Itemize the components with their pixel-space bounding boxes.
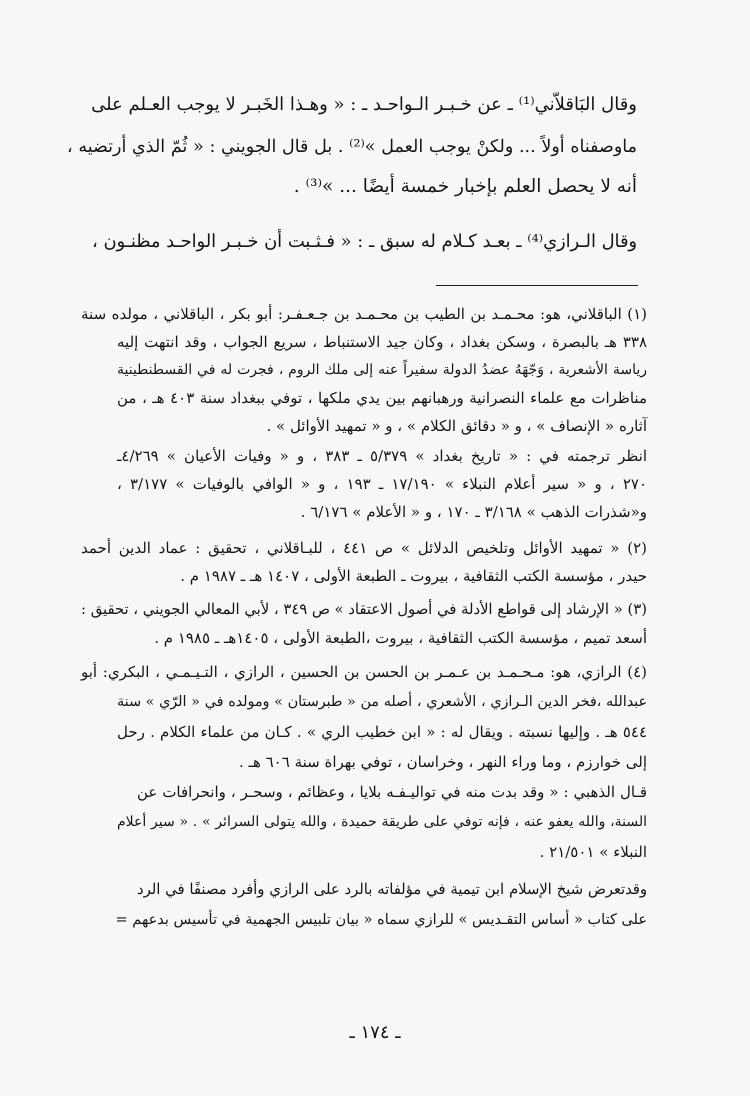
- footnote-line: السنة، والله يعفو عنه ، فإنه توفي على طريقة حميدة ، والله يتولى السرائر » . « سير أعلام: [117, 814, 647, 830]
- footnote-line: رياسة الأشعرية ، وَجّهَهُ عضدُ الدولة سفيراً عنه إلى ملك الروم ، فجرت له في القسطنطينية: [117, 362, 647, 378]
- footnote-line: انظر ترجمته في : « تاريخ بغداد » ٥/٣٧٩ ـ ٣٨٣ ، و « وفيات الأعيان » ٤/٢٦٩ـ: [117, 447, 648, 465]
- footnote-line: ٢٧٠ ، و « سير أعلام النبلاء » ١٧/١٩٠ ـ ١٩٣ ، و « الوافي بالوفيات » ٣/١٧٧ ،: [117, 475, 648, 493]
- footnote-line: (٣) « الإرشاد إلى قواطع الأدلة في أصول الاعتقاد » ص ٣٤٩ ، لأبي المعالي الجويني ، تحقيق :: [81, 601, 647, 618]
- footnote-line: النبلاء » ٢١/٥٠١ .: [539, 843, 647, 861]
- footnote-line: ٣٣٨ هـ بالبصرة ، وسكن بغداد ، وكان جيد الاستنباط ، سريع الجواب ، وقد انتهت إليه: [117, 333, 647, 351]
- footnote-line: (١) الباقلاني، هو: محـمـد بن الطيب بن محـمـد بن جـعـفـر: أبو بكر ، الباقلاني ، مولده سنة: [81, 305, 647, 323]
- footnote-line: و«شذرات الذهب » ٣/١٦٨ ـ ١٧٠ ، و « الأعلام » ٦/١٧٦ .: [300, 503, 647, 521]
- main-line: أنه لا يحصل العلم بإخبار خمسة أيضًا ... »⁽³⁾ .: [293, 176, 637, 197]
- footnote-line: على كتاب « أساس التقـديس » للرازي سماه « بيان تلبيس الجهمية في تأسيس بدعهم =: [115, 912, 647, 928]
- main-line: ماوصفناه أولاً ... ولكنْ يوجب العمل »⁽²⁾ . بل قال الجويني : « ثُمّ الذي أرتضيه ،: [67, 137, 637, 157]
- page-number: ـ ١٧٤ ـ: [349, 1022, 401, 1043]
- footnote-separator: [436, 285, 638, 286]
- footnote-line: (٤) الرازي، هو: مـحـمـد بن عـمـر بن الحسن بن الحسين ، الرازي ، التـيـمـي ، البكري: أبو: [81, 663, 647, 681]
- footnote-line: قـال الذهبي : « وقد بدت منه في تواليـفـه بلايا ، وعظائم ، وسحـر ، وانحرافات عن: [137, 783, 647, 801]
- footnote-line: ٥٤٤ هـ . وإليها نسبته . ويقال له : « ابن خطيب الري » . كـان من علماء الكلام . رحل: [117, 723, 647, 741]
- footnote-line: آثاره « الإنصاف » ، و « دقائق الكلام » ، و « تمهيد الأوائل » .: [266, 417, 647, 435]
- footnote-line: (٢) « تمهيد الأوائل وتلخيص الدلائل » ص ٤٤١ ، للبـاقلاني ، تحقيق : عماد الدين أحمد: [81, 539, 647, 557]
- footnote-line: عبدالله ،فخر الدين الـرازي ، الأشعري ، أصله من « طبرستان » ومولده في « الرّي » سنة: [117, 694, 647, 710]
- footnote-line: مناظرات مع علماء النصرانية ورهبانهم بين يدي ملكها ، توفي ببغداد سنة ٤٠٣ هـ ، من: [117, 389, 647, 407]
- footnote-line: أسعد تميم ، مؤسسة الكتب الثقافية ، بيروت ،الطبعة الأولى ، ١٤٠٥هـ ـ ١٩٨٥ م .: [154, 629, 647, 647]
- footnote-line: وقدتعرض شيخ الإسلام ابن تيمية في مؤلفاته بالرد على الرازي وأفرد مصنفًا في الرد: [137, 881, 647, 898]
- footnote-line: حيدر ، مؤسسة الكتب الثقافية ، بيروت ـ الطبعة الأولى ، ١٤٠٧ هـ ـ ١٩٨٧ م .: [180, 567, 647, 585]
- footnote-line: إلى خوارزم ، وما وراء النهر ، وخراسان ، توفي بهراة سنة ٦٠٦ هـ .: [239, 753, 647, 771]
- main-line: وقال الـرازي⁽⁴⁾ ـ بعـد كـلام له سبق ـ : « فـثـبت أن خـبـر الواحـد مظنـون ،: [92, 232, 638, 252]
- main-line: وقال البَاقلاّني⁽¹⁾ ـ عن خـبـر الـواحـد ـ : « وهـذا الخَبـر لا يوجب العـلم على: [91, 94, 637, 115]
